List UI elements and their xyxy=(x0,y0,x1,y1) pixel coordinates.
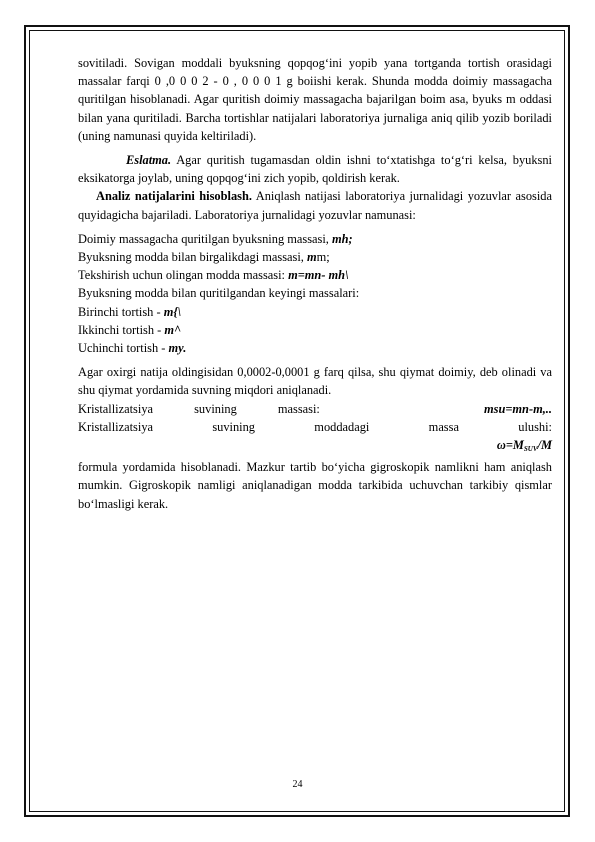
crystal-water-mass-line xyxy=(78,400,552,418)
omega-formula: $\omega=M_{SUV}/M$ xyxy=(496,438,552,454)
crystal-water-mass-formula: msu=mn-m,.. xyxy=(484,401,552,416)
paragraph-note xyxy=(78,151,552,187)
page-number: 24 xyxy=(292,779,303,790)
paragraph-hygroscopic: formula yordamida hisoblanadi. Mazkur tartib bo‘yicha gigroskopik namlikni ham aniqlash mumkin. Gigroskopik namligi aniqlanadigan modda tarkibida uchuvchan tarkibiy qismlar bo‘lmasligi kerak. xyxy=(78,460,552,511)
crystal-water-mass-label: Kristallizatsiya suvining massasi: xyxy=(78,401,320,416)
note-label: Eslatma. xyxy=(126,153,172,168)
analysis-text: Aniqlash natijasi laboratoriya jurnalidagi yozuvlar asosida quyidagicha bajariladi. Laboratoriya jurnalidagi yozuvlar namunasi: xyxy=(78,189,552,222)
paragraph-constant-value: Agar oxirgi natija oldingisidan 0,0002-0,0001 g farq qilsa, shu qiymat doimiy, deb olinadi va shu qiymat yordamida suvning miqdori aniqlanadi. xyxy=(78,365,552,398)
crystal-water-share-line: Kristallizatsiya suvining moddadagi massa ulushi: xyxy=(78,419,552,434)
note-text: Agar quritish tugamasdan oldin ishni to‘xtatishga to‘g‘ri kelsa, byuksni eksikatorga joylab, uning qopqog‘ini zich yopib, qoldirish kerak. xyxy=(78,153,552,186)
journal-entry: Tekshirish uchun olingan modda massasi: m=mn- mh\ xyxy=(78,268,349,283)
journal-entry: Ikkinchi tortish - m^ xyxy=(78,322,182,337)
journal-entry: Uchinchi tortish - my. xyxy=(78,341,187,356)
journal-entry: Doimiy massagacha quritilgan byuksning massasi, mh; xyxy=(78,231,353,246)
journal-entry: Birinchi tortish - m{\ xyxy=(78,304,182,319)
paragraph-drying: sovitiladi. Sovigan moddali byuksning qopqog‘ini yopib yana tortganda tortish orasidagi massalar farqi 0 ,0 0 0 2 - 0 , 0 0 0 1 g boiishi kerak. Shunda modda doimiy massagacha quritilgan hisoblanadi. Agar quritish doimiy massagacha bajarilgan boim asa, byuks m oddasi bilan yana quritiladi. Barcha tortishlar natijalari laboratoriya jurnaliga aniq qilib yozib boriladi (uning namunasi quyida keltiriladi). xyxy=(78,56,552,143)
journal-entry: Byuksning modda bilan birgalikdagi massasi, mm; xyxy=(78,250,330,265)
analysis-label: Analiz natijalarini hisoblash. xyxy=(96,189,252,204)
document-body xyxy=(78,54,552,513)
journal-entry: Byuksning modda bilan quritilgandan keyingi massalari: xyxy=(78,286,360,301)
paragraph-analysis xyxy=(78,187,552,223)
